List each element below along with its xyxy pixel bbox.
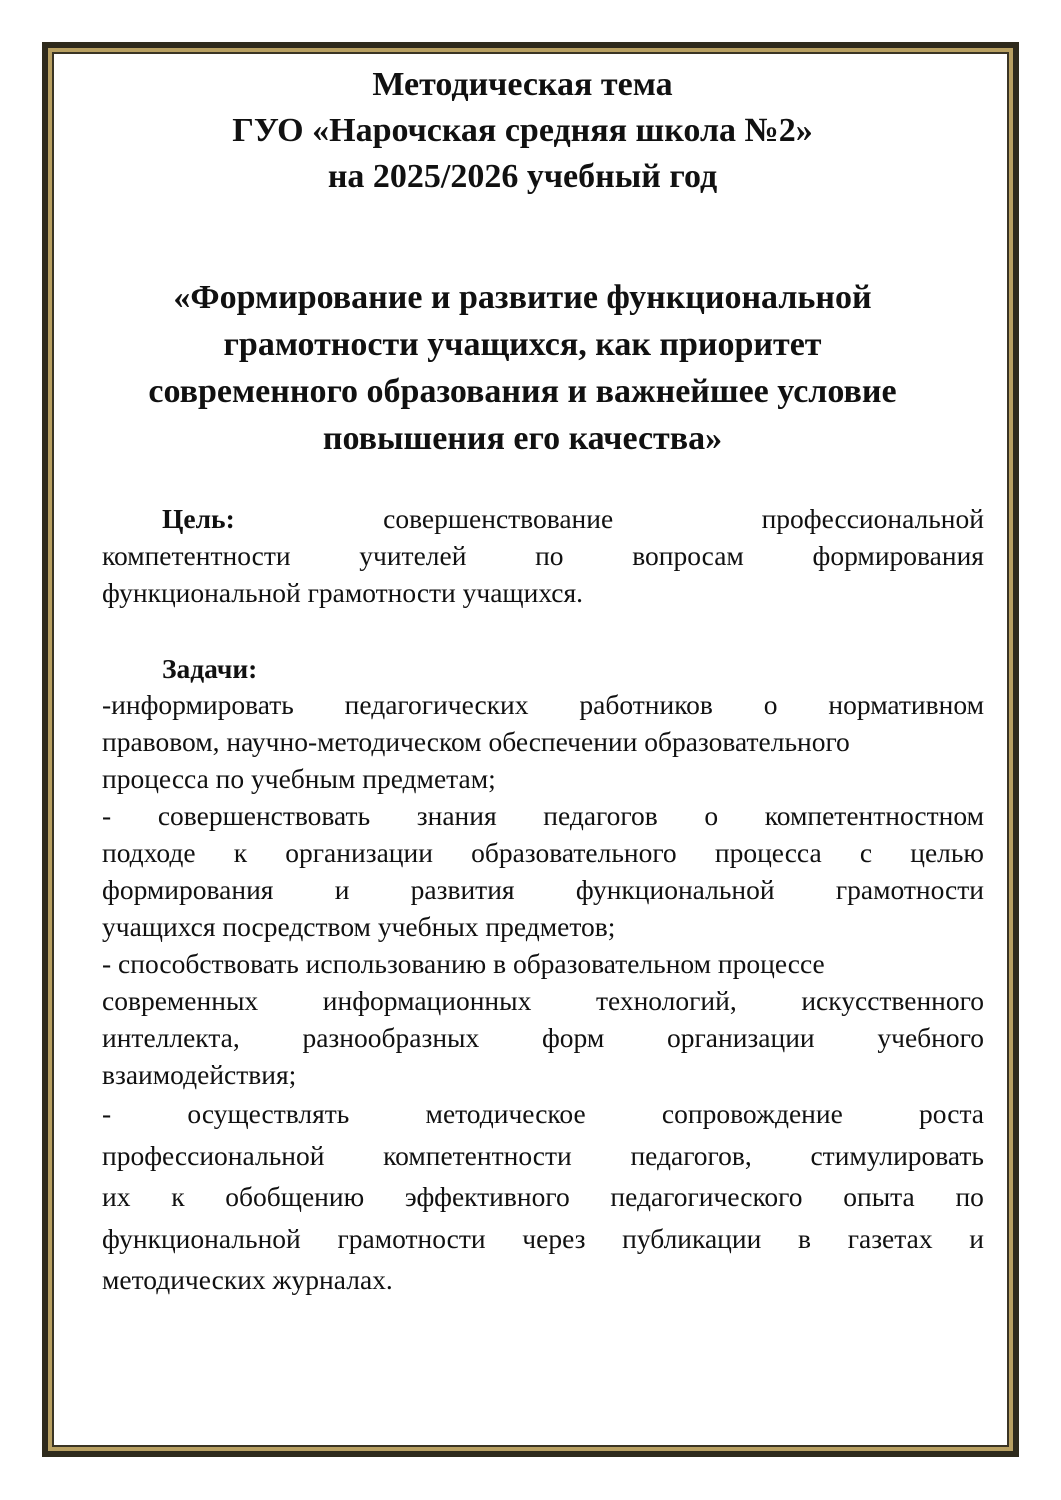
- task-word: грамотности: [337, 1222, 486, 1254]
- task-word: компетентности: [383, 1139, 572, 1171]
- goal-line-3: функциональной грамотности учащихся.: [102, 577, 584, 608]
- task-word: -: [102, 1098, 112, 1129]
- task-word: педагогического: [610, 1181, 803, 1212]
- task-word: подходе: [102, 837, 196, 868]
- task-line: [102, 1019, 984, 1056]
- task-word: разнообразных: [302, 1022, 480, 1053]
- header-line-2: ГУО «Нарочская средняя школа №2»: [232, 112, 813, 149]
- task-line: [102, 982, 984, 1019]
- task-word: работников: [579, 689, 713, 720]
- task-word: целью: [910, 837, 984, 868]
- task-word: организации: [285, 837, 433, 868]
- theme-line-4: повышения его качества»: [322, 420, 723, 457]
- task-line: - способствовать использованию в образовательном процессе: [102, 948, 825, 979]
- task-word: публикации: [622, 1222, 762, 1254]
- task-line: взаимодействия;: [102, 1059, 297, 1090]
- task-item-3: [102, 945, 984, 1093]
- goal-word: формирования: [812, 540, 984, 571]
- task-word: профессиональной: [102, 1139, 325, 1171]
- goal-word: компетентности: [102, 540, 291, 571]
- goal-line-1: [102, 500, 984, 537]
- task-word: знания: [416, 800, 497, 831]
- task-word: компетентностном: [764, 800, 984, 831]
- goal-paragraph: [102, 500, 984, 611]
- task-line: процесса по учебным предметам;: [102, 763, 496, 794]
- task-line: [102, 871, 984, 908]
- task-word: по: [955, 1181, 984, 1212]
- task-item-2: [102, 797, 984, 945]
- task-word: функциональной: [102, 1222, 301, 1254]
- task-line: правовом, научно-методическом обеспечении образовательного: [102, 726, 850, 757]
- task-word: к: [233, 837, 248, 868]
- goal-word: учителей: [359, 540, 467, 571]
- task-line: [102, 1135, 984, 1177]
- task-line: методических журналах.: [102, 1264, 393, 1295]
- task-word: с: [859, 837, 873, 868]
- task-word: сопровождение: [661, 1098, 843, 1129]
- goal-word: вопросам: [632, 540, 744, 571]
- document-header: [60, 62, 985, 200]
- task-line: учащихся посредством учебных предметов;: [102, 911, 616, 942]
- task-line: [102, 1093, 984, 1135]
- header-line-1: Методическая тема: [372, 66, 673, 103]
- task-line: [102, 686, 984, 723]
- task-word: осуществлять: [187, 1098, 350, 1129]
- task-line: [102, 834, 984, 871]
- task-word: организации: [667, 1022, 815, 1053]
- task-word: стимулировать: [810, 1139, 984, 1171]
- task-word: образовательного: [471, 837, 677, 868]
- task-word: искусственного: [801, 985, 984, 1016]
- task-word: эффективного: [404, 1181, 570, 1212]
- task-word: газетах: [847, 1222, 933, 1254]
- goal-word: совершенствование: [383, 503, 614, 534]
- task-word: педагогов,: [630, 1139, 752, 1171]
- header-line-3: на 2025/2026 учебный год: [327, 158, 718, 195]
- task-word: педагогических: [344, 689, 529, 720]
- tasks-label: Задачи:: [162, 653, 258, 684]
- goal-line-2: [102, 537, 984, 574]
- task-item-1: [102, 686, 984, 797]
- task-word: обобщению: [225, 1181, 365, 1212]
- task-word: и: [969, 1222, 984, 1254]
- task-word: методическое: [425, 1098, 586, 1129]
- task-word: нормативном: [828, 689, 984, 720]
- task-word: через: [522, 1222, 586, 1254]
- task-word: к: [171, 1181, 185, 1212]
- tasks-list: [102, 686, 984, 1301]
- task-word: развития: [410, 874, 515, 905]
- task-word: о: [763, 689, 778, 720]
- task-word: педагогов: [543, 800, 658, 831]
- theme-line-3: современного образования и важнейшее условие: [148, 373, 897, 410]
- task-word: в: [798, 1222, 812, 1254]
- task-word: функциональной: [575, 874, 775, 905]
- task-word: учебного: [877, 1022, 984, 1053]
- task-word: -: [102, 800, 112, 831]
- task-item-4: [102, 1093, 984, 1301]
- methodical-theme: [60, 274, 985, 462]
- task-word: информационных: [322, 985, 532, 1016]
- task-word: их: [102, 1181, 131, 1212]
- goal-label: Цель:: [162, 503, 235, 534]
- task-line: [102, 1218, 984, 1260]
- goal-word: профессиональной: [761, 503, 984, 534]
- task-word: интеллекта,: [102, 1022, 240, 1053]
- task-word: опыта: [843, 1181, 915, 1212]
- task-word: совершенствовать: [157, 800, 371, 831]
- task-line: [102, 797, 984, 834]
- task-word: роста: [919, 1098, 984, 1129]
- theme-line-1: «Формирование и развитие функциональной: [173, 279, 872, 316]
- task-word: и: [334, 874, 350, 905]
- task-line: [102, 1176, 984, 1218]
- task-word: технологий,: [595, 985, 737, 1016]
- task-word: грамотности: [835, 874, 984, 905]
- task-word: -информировать: [102, 689, 294, 720]
- goal-word: по: [535, 540, 564, 571]
- task-word: процесса: [714, 837, 822, 868]
- theme-line-2: грамотности учащихся, как приоритет: [223, 326, 822, 363]
- task-word: современных: [102, 985, 259, 1016]
- task-word: о: [704, 800, 719, 831]
- task-word: формирования: [102, 874, 274, 905]
- task-word: форм: [541, 1022, 605, 1053]
